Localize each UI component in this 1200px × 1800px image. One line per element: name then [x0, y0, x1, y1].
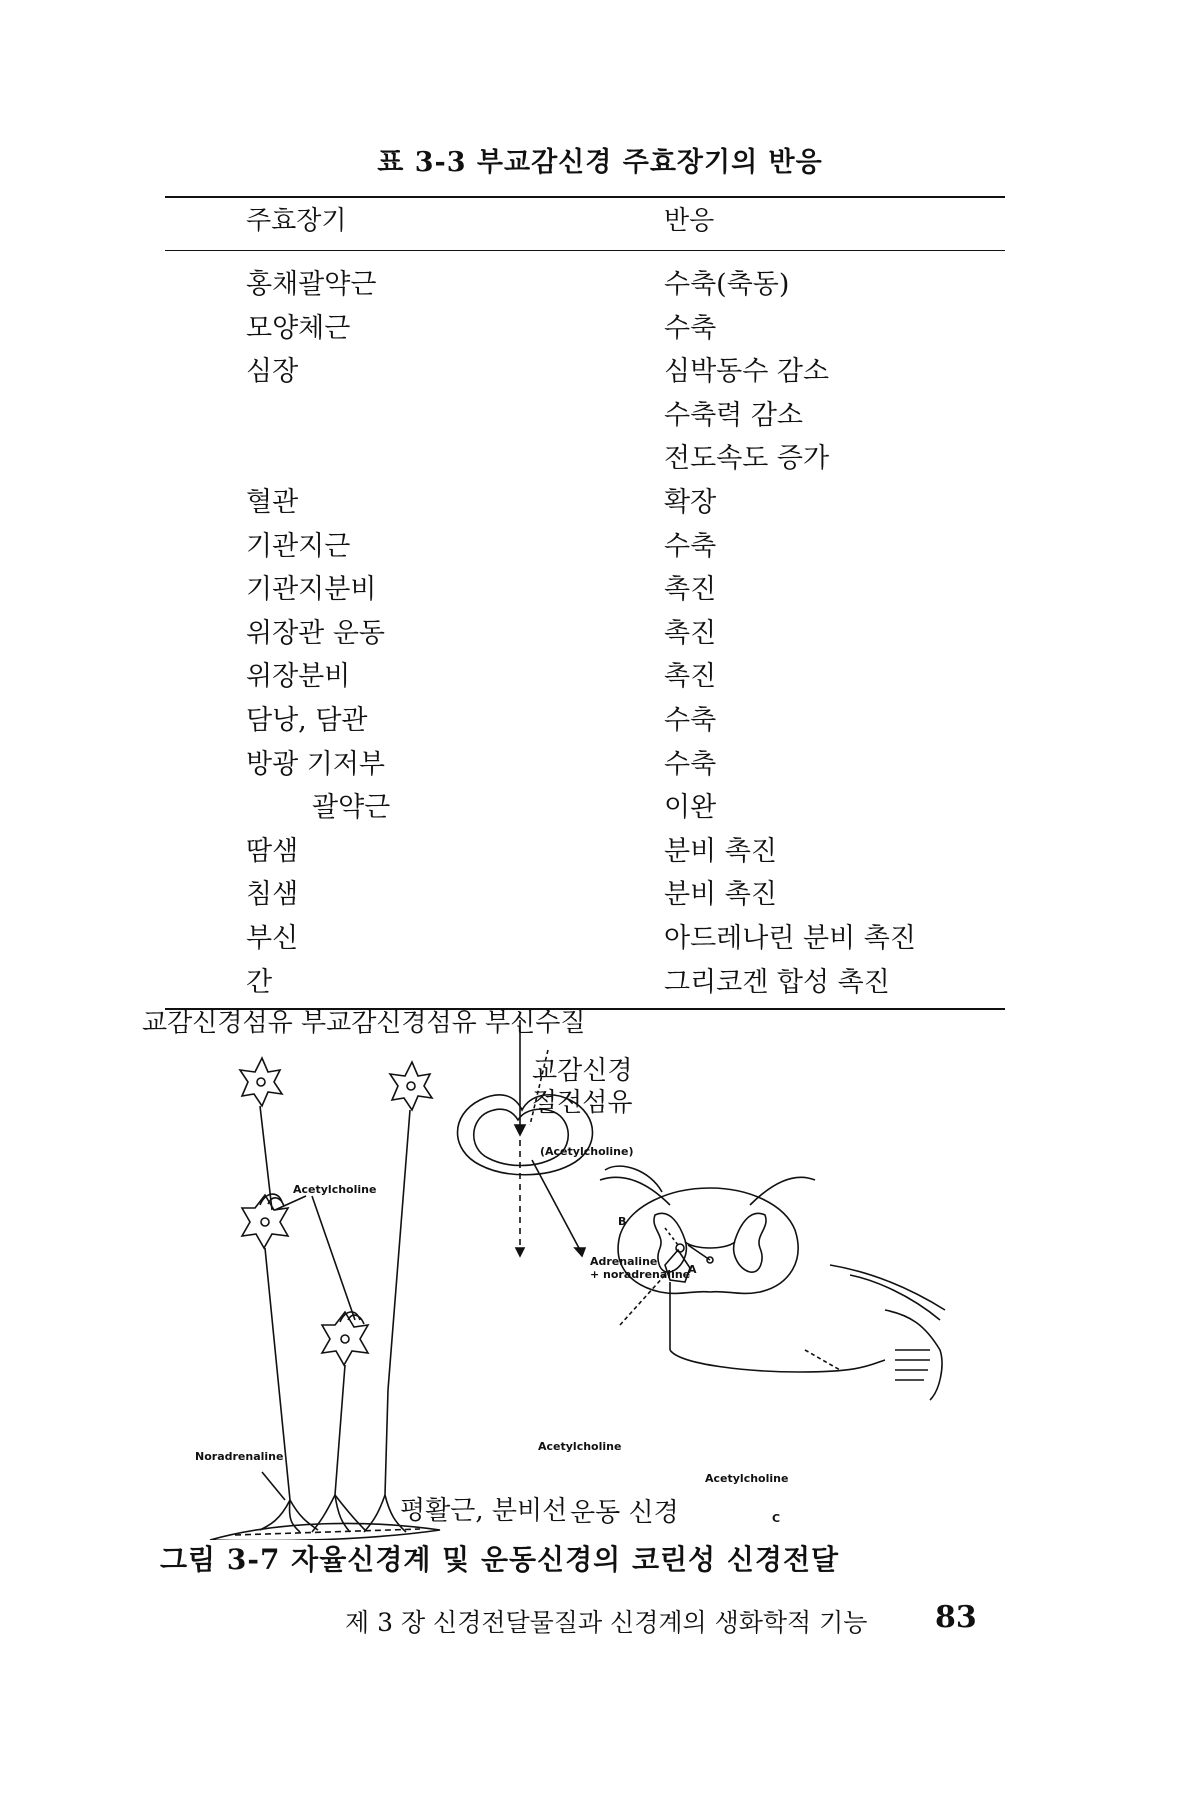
neuron-body-2	[390, 1062, 432, 1110]
response-cell: 아드레나린 분비 촉진	[664, 922, 916, 954]
header-response: 반응	[664, 206, 715, 236]
organ-cell: 땀샘	[246, 835, 299, 867]
response-cell: 촉진	[664, 661, 717, 693]
figure-label-fibers: 교감신경섬유 부교감신경섬유 부신수질	[142, 1008, 586, 1038]
table-row	[0, 786, 1200, 830]
response-cell: 수축	[664, 704, 717, 736]
table-row	[0, 743, 1200, 787]
response-cell: 촉진	[664, 574, 717, 606]
figure-label-sympathetic-2: 절전섬유	[532, 1088, 633, 1118]
page-number: 83	[935, 1600, 977, 1635]
figure-label-acetylcholine-1: Acetylcholine	[293, 1183, 377, 1196]
organ-cell: 홍채괄약근	[246, 269, 377, 300]
organ-cell: 심장	[246, 356, 299, 388]
figure-label-acetylcholine-3: Acetylcholine	[538, 1440, 622, 1453]
table-row	[0, 568, 1200, 612]
table-body	[0, 263, 1200, 1004]
response-cell: 수축	[664, 748, 717, 780]
table-row	[0, 481, 1200, 525]
table-row	[0, 961, 1200, 1005]
organ-cell: 담낭, 담관	[246, 704, 368, 736]
table-row	[0, 394, 1200, 438]
table-header-rule	[165, 250, 1005, 251]
organ-cell: 괄약근	[312, 792, 391, 824]
table-row	[0, 699, 1200, 743]
organ-cell: 모양체근	[246, 312, 351, 344]
table-row	[0, 307, 1200, 351]
organ-cell: 침샘	[246, 879, 299, 911]
organ-cell: 방광 기저부	[246, 748, 385, 780]
organ-cell: 기관지근	[246, 530, 351, 562]
table-row	[0, 263, 1200, 307]
figure-label-adrenaline-1: Adrenaline	[590, 1255, 658, 1268]
response-cell: 수축	[664, 530, 717, 562]
organ-cell: 혈관	[246, 486, 299, 518]
figure-caption: 그림 3-7 자율신경계 및 운동신경의 코린성 신경전달	[160, 1543, 840, 1576]
organ-cell: 기관지분비	[246, 574, 377, 606]
figure-label-motor-nerve: 운동 신경	[570, 1498, 679, 1528]
organ-cell: 위장관 운동	[246, 617, 385, 649]
table-row	[0, 873, 1200, 917]
table-row	[0, 350, 1200, 394]
figure-label-acetylcholine-2: (Acetylcholine)	[540, 1145, 634, 1158]
ganglion-neuron-1	[242, 1195, 288, 1248]
response-cell: 촉진	[664, 617, 717, 649]
response-cell: 확장	[664, 486, 717, 518]
organ-cell: 위장분비	[246, 661, 351, 693]
response-cell: 수축력 감소	[664, 399, 803, 431]
response-cell: 분비 촉진	[664, 835, 777, 867]
figure-3-7	[142, 1008, 1050, 1540]
header-organ: 주효장기	[246, 206, 347, 236]
response-cell: 그리코겐 합성 촉진	[664, 966, 890, 998]
response-cell: 분비 촉진	[664, 879, 777, 911]
figure-label-acetylcholine-4: Acetylcholine	[705, 1472, 789, 1485]
table-title: 표 3-3 부교감신경 주효장기의 반응	[377, 147, 823, 178]
response-cell: 수축	[664, 312, 717, 344]
response-cell: 이완	[664, 792, 717, 824]
running-footer: 제 3 장 신경전달물질과 신경계의 생화학적 기능	[345, 1608, 868, 1637]
table-row	[0, 917, 1200, 961]
figure-label-adrenaline-2: + noradrenaline	[590, 1268, 691, 1281]
figure-label-c: C	[772, 1512, 781, 1525]
figure-label-a: A	[688, 1263, 697, 1276]
neuron-body-1	[240, 1058, 282, 1106]
figure-label-noradrenaline: Noradrenaline	[195, 1450, 284, 1463]
table-top-rule	[165, 196, 1005, 198]
table-row	[0, 437, 1200, 481]
response-cell: 수축(축동)	[664, 269, 790, 300]
figure-label-b: B	[618, 1215, 627, 1228]
table-row	[0, 525, 1200, 569]
figure-label-sympathetic-1: 교감신경	[532, 1056, 633, 1086]
table-row	[0, 655, 1200, 699]
response-cell: 심박동수 감소	[664, 356, 830, 388]
organ-cell: 부신	[246, 922, 299, 954]
response-cell: 전도속도 증가	[664, 443, 830, 475]
table-row	[0, 830, 1200, 874]
table-row	[0, 612, 1200, 656]
organ-cell: 간	[246, 966, 273, 998]
figure-label-smooth-muscle: 평활근, 분비선	[400, 1496, 568, 1526]
